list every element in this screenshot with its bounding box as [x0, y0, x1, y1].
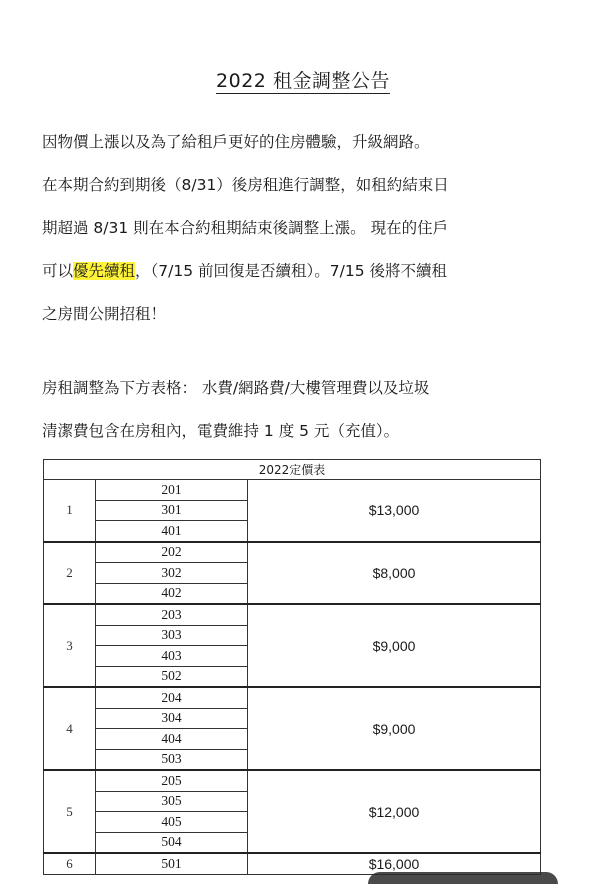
paragraph-line-renewal	[42, 250, 582, 293]
group-price: $9,000	[248, 687, 541, 770]
room-number: 402	[96, 583, 248, 604]
page-edge-shadow	[368, 872, 558, 884]
group-price: $12,000	[248, 770, 541, 853]
price-table	[43, 459, 541, 875]
room-number: 205	[96, 770, 248, 791]
room-number: 303	[96, 625, 248, 646]
room-number: 203	[96, 604, 248, 625]
paragraph-line: 清潔費包含在房租內，電費維持 1 度 5 元（充值）。	[42, 422, 400, 440]
room-number: 301	[96, 500, 248, 521]
room-number: 504	[96, 832, 248, 853]
table-row	[44, 770, 541, 791]
renewal-prefix: 可以	[42, 262, 74, 280]
renewal-suffix: ，（7/15 前回復是否續租）。7/15 後將不續租	[135, 262, 448, 280]
paragraph-line: 因物價上漲以及為了給租戶更好的住房體驗，升級網路。	[42, 133, 430, 151]
group-price: $8,000	[248, 542, 541, 605]
group-price: $9,000	[248, 604, 541, 687]
paragraph-line: 在本期合約到期後（8/31）後房租進行調整，如租約結束日	[42, 176, 449, 194]
notice-paragraph-1	[42, 121, 582, 336]
room-number: 302	[96, 563, 248, 584]
group-number: 2	[44, 542, 96, 605]
group-price: $16,000	[248, 853, 541, 874]
paragraph-line: 期超過 8/31 則在本合約租期結束後調整上漲。 現在的住戶	[42, 219, 449, 237]
table-row	[44, 542, 541, 563]
room-number: 501	[96, 853, 248, 874]
table-row	[44, 853, 541, 874]
group-number: 6	[44, 853, 96, 874]
table-row	[44, 687, 541, 708]
paragraph-line: 房租調整為下方表格： 水費/網路費/大樓管理費以及垃圾	[42, 379, 430, 397]
notice-paragraph-2	[42, 367, 582, 453]
group-number: 3	[44, 604, 96, 687]
paragraph-line: 之房間公開招租！	[42, 305, 167, 323]
table-row	[44, 604, 541, 625]
room-number: 503	[96, 749, 248, 770]
group-number: 1	[44, 480, 96, 542]
priority-renewal-highlight: 優先續租	[73, 262, 136, 280]
group-number: 5	[44, 770, 96, 853]
table-row	[44, 480, 541, 501]
group-price: $13,000	[248, 480, 541, 542]
room-number: 502	[96, 666, 248, 687]
room-number: 202	[96, 542, 248, 563]
room-number: 404	[96, 729, 248, 750]
room-number: 405	[96, 812, 248, 833]
notice-title	[0, 66, 606, 93]
room-number: 204	[96, 687, 248, 708]
notice-title-text: 2022 租金調整公告	[216, 70, 390, 92]
room-number: 304	[96, 708, 248, 729]
group-number: 4	[44, 687, 96, 770]
room-number: 401	[96, 521, 248, 542]
price-table-header: 2022定價表	[44, 460, 541, 480]
room-number: 305	[96, 791, 248, 812]
room-number: 201	[96, 480, 248, 501]
room-number: 403	[96, 646, 248, 667]
